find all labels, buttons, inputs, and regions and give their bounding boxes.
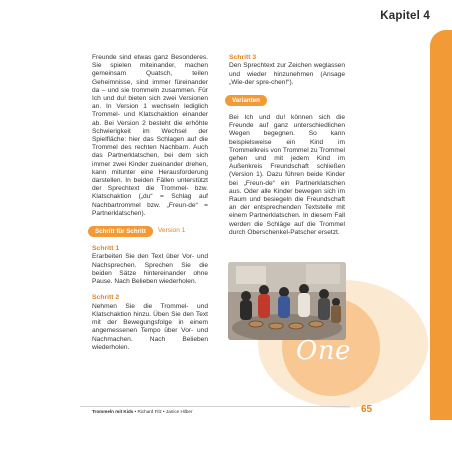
variants-text: Bei Ich und du! können sich die Freunde auf ganz unterschiedlichen Wegen begegnen. So kann beispielsweise ein Kind im Trommelkreis von Trommel zu Trommel gehen und mit jedem Kind im Außenkreis Freundschaft schließen (Version 1). Dazu führen beide Kinder bei „Freun-de“ ein Partnerklatschen aus. Oder alle Kinder bewegen sich im Raum und besiegeln die Freundschaft an der entsprechenden Textstelle mit einem Partnerklatschen. In diesem Fall werden die Schläge auf die Trommel durch Oberschenkel-Patscher ersetzt. (229, 114, 345, 236)
version-label: Version 1 (157, 227, 186, 235)
step-3-title: Schritt 3 (229, 54, 257, 61)
decorative-one-lettering: One (296, 336, 351, 366)
chapter-side-band (430, 30, 452, 420)
variants-pill: Varianten (225, 95, 267, 106)
page-number: 65 (361, 404, 373, 415)
footer-book-title: Trommeln mit Kids (92, 409, 134, 414)
chapter-heading: Kapitel 4 (380, 10, 430, 22)
step-by-step-header (88, 226, 208, 237)
step-2-title: Schritt 2 (92, 294, 120, 302)
footer-credits (92, 409, 192, 414)
step-1-title: Schritt 1 (92, 245, 120, 253)
photo-illustration (228, 262, 346, 340)
footer-rule (80, 406, 350, 407)
step-by-step-pill: Schritt für Schritt (88, 226, 153, 237)
footer-authors: • Richard Filz • Janice Hilber (133, 409, 193, 414)
right-column (229, 54, 345, 237)
variants-header (225, 95, 345, 106)
left-column (92, 54, 208, 352)
intro-paragraph: Freunde sind etwas ganz Besonderes. Sie spielen miteinander, machen gemeinsam Quatsch, teilen Geheimnisse, sind immer füreinander da – und sie trommeln zusammen. Für Ich und du! bieten sich zwei Versionen an. In Version 1 wechseln lediglich Trommel- und Klatschaktion einander ab. Bei Version 2 besteht die erhöhte Schwierigkeit im Wechsel der Spielfläche: hier das Schlagen auf die Trommel des rechten Nachbarn. Auch das Partnerklatschen, bei dem sich immer zwei Kinder zueinander drehen, kann mitunter eine Herausforderung darstellen. In beiden Fällen unterstützt der Sprechtext die Trommel- bzw. Klatschaktion („du“ = Schlag auf Nachbartrommel bzw. „Freun-de“ = Partnerklatschen). (92, 54, 208, 217)
step-3-text: Den Sprechtext zur Zeichen weglassen und wieder hinzunehmen (Ansage „Wie-der spre-chen!“). (229, 62, 345, 86)
step-2-text: Nehmen Sie die Trommel- und Klatschaktion hinzu. Üben Sie den Text mit der Bewegungsfolge in einem angemessenen Tempo über Vor- und Nachmachen. Nach Belieben wiederholen. (92, 302, 208, 351)
children-drumming-photo (228, 262, 346, 340)
step-1-text: Erarbeiten Sie den Text über Vor- und Nachsprechen. Sprechen Sie die beiden Sätze hintereinander ohne Pause. Nach Belieben wiederholen. (92, 253, 208, 286)
